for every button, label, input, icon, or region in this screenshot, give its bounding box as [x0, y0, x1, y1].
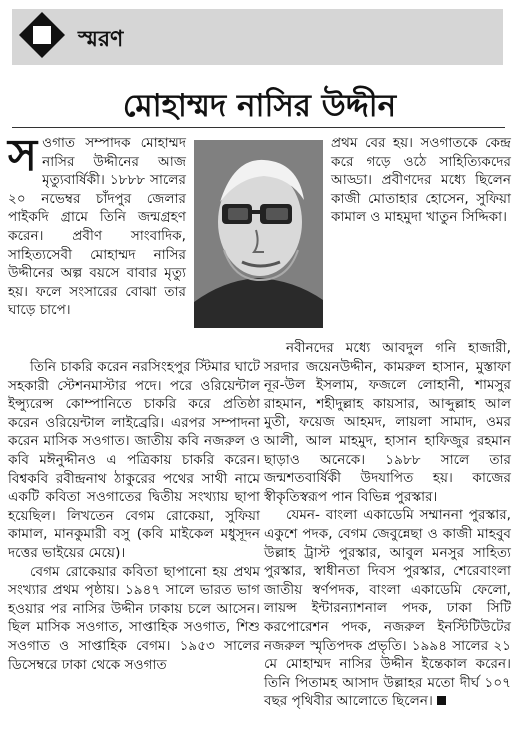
paragraph-5 — [264, 506, 511, 711]
lead-paragraph: ওগাত সম্পাদক মোহাম্মদ নাসির উদ্দীনের আজ মৃত্যুবার্ষিকী। ১৮৮৮ সালের ২০ নভেম্বর চাঁদপুর জেলার পাইকদি গ্রামে তিনি জন্মগ্রহণ করেন। প্রবীণ সাংবাদিক, সাহিত্যসেবী মোহাম্মদ নাসির উদ্দীনের অল্প বয়সে বাবার মৃত্যু হয়। ফলে সংসারের বোঝা তার ঘাড়ে চাপে। — [8, 135, 186, 319]
article-column-right-top — [331, 134, 511, 227]
article-column-left-bottom — [8, 358, 260, 674]
paragraph-2: তিনি চাকরি করেন নরসিংহপুর স্টিমার ঘাটে সহকারী স্টেশনমাস্টার পদে। পরে ওরিয়েন্টাল ইন্স্যুরেন্স কোম্পানিতে চাকরি করে প্রতিষ্ঠা করেন ওরিয়েন্টাল লাইব্রেরি। এরপর সম্পাদনা করেন মাসিক সওগাত। জাতীয় কবি নজরুল ও কবি মঈনুদ্দীনও এ পত্রিকায় চাকরি করেন। বিশ্বকবি রবীন্দ্রনাথ ঠাকুরের পথের সাথী নামে একটি কবিতা সওগাতের দ্বিতীয় সংখ্যায় ছাপা হয়েছিল। লিখতেন বেগম রোকেয়া, সুফিয়া কামাল, মানকুমারী বসু (কবি মাইকেল মধুসূদন দত্তের ভাইয়ের মেয়ে)। — [8, 359, 260, 561]
drop-cap: স — [8, 130, 38, 181]
paragraph-5-text: যেমন- বাংলা একাডেমি সম্মাননা পুরস্কার, একুশে পদক, বেগম জেবুন্নেছা ও কাজী মাহবুব উল্লাহ ট্রাস্ট পুরস্কার, আবুল মনসুর সাহিত্য পুরস্কার, স্বাধীনতা দিবস পুরস্কার, শেরেবাংলা জাতীয় স্বর্ণপদক, বাংলা একাডেমি ফেলো, লায়ন্স ইন্টারন্যাশনাল পদক, ঢাকা সিটি করপোরেশন পদক, নজরুল ইনস্টিটিউটের নজরুল স্মৃতিপদক প্রভৃতি। ১৯৯৪ সালের ২১ মে মোহাম্মদ নাসির উদ্দীন ইন্তেকাল করেন। তিনি পিতামহ আসাদ উল্লাহর মতো দীর্ঘ ১০৭ বছর পৃথিবীর আলোতে ছিলেন। — [264, 507, 511, 710]
portrait-photo — [194, 140, 323, 328]
section-label: স্মরণ — [78, 27, 124, 52]
article-column-right-bottom — [264, 339, 511, 711]
paragraph-3-continued: প্রথম বের হয়। সওগাতকে কেন্দ্র করে গড়ে ওঠে সাহিত্যিকদের আড্ডা। প্রবীণদের মধ্যে ছিলেন কাজী মোতাহার হোসেন, সুফিয়া কামাল ও মাহমুদা খাতুন সিদ্দিকা। — [331, 135, 511, 226]
paragraph-4: নবীনদের মধ্যে আবদুল গনি হাজারী, সরদার জয়েনউদ্দীন, কামরুল হাসান, মুস্তাফা নূর-উল ইসলাম, ফজলে লোহানী, শামসুর রাহমান, শহীদুল্লাহ কায়সার, আব্দুল্লাহ আল মুতী, ফয়েজ আহমদ, লায়লা সামাদ, ওমর আলী, আল মাহমুদ, হাসান হাফিজুর রহমান ছাড়াও অনেকে। ১৯৮৮ সালে তার জন্মশতবার্ষিকী উদযাপিত হয়। কাজের স্বীকৃতিস্বরূপ পান বিভিন্ন পুরস্কার। — [264, 340, 511, 505]
article-column-left-top — [8, 130, 186, 320]
paragraph-3: বেগম রোকেয়ার কবিতা ছাপানো হয় প্রথম সংখ্যার প্রথম পৃষ্ঠায়। ১৯৪৭ সালে ভারত ভাগ হওয়ার পর নাসির উদ্দীন ঢাকায় চলে আসেন। ছিল মাসিক সওগাত, সাপ্তাহিক সওগাত, শিশু সওগাত ও সাপ্তাহিক বেগম। ১৯৫৩ সালের ডিসেম্বরে ঢাকা থেকে সওগাত — [8, 563, 260, 673]
diamond-logo-icon — [18, 11, 66, 59]
end-square-icon — [437, 696, 446, 705]
article-title: মোহাম্মদ নাসির উদ্দীন — [122, 88, 397, 124]
title-divider — [12, 127, 505, 128]
